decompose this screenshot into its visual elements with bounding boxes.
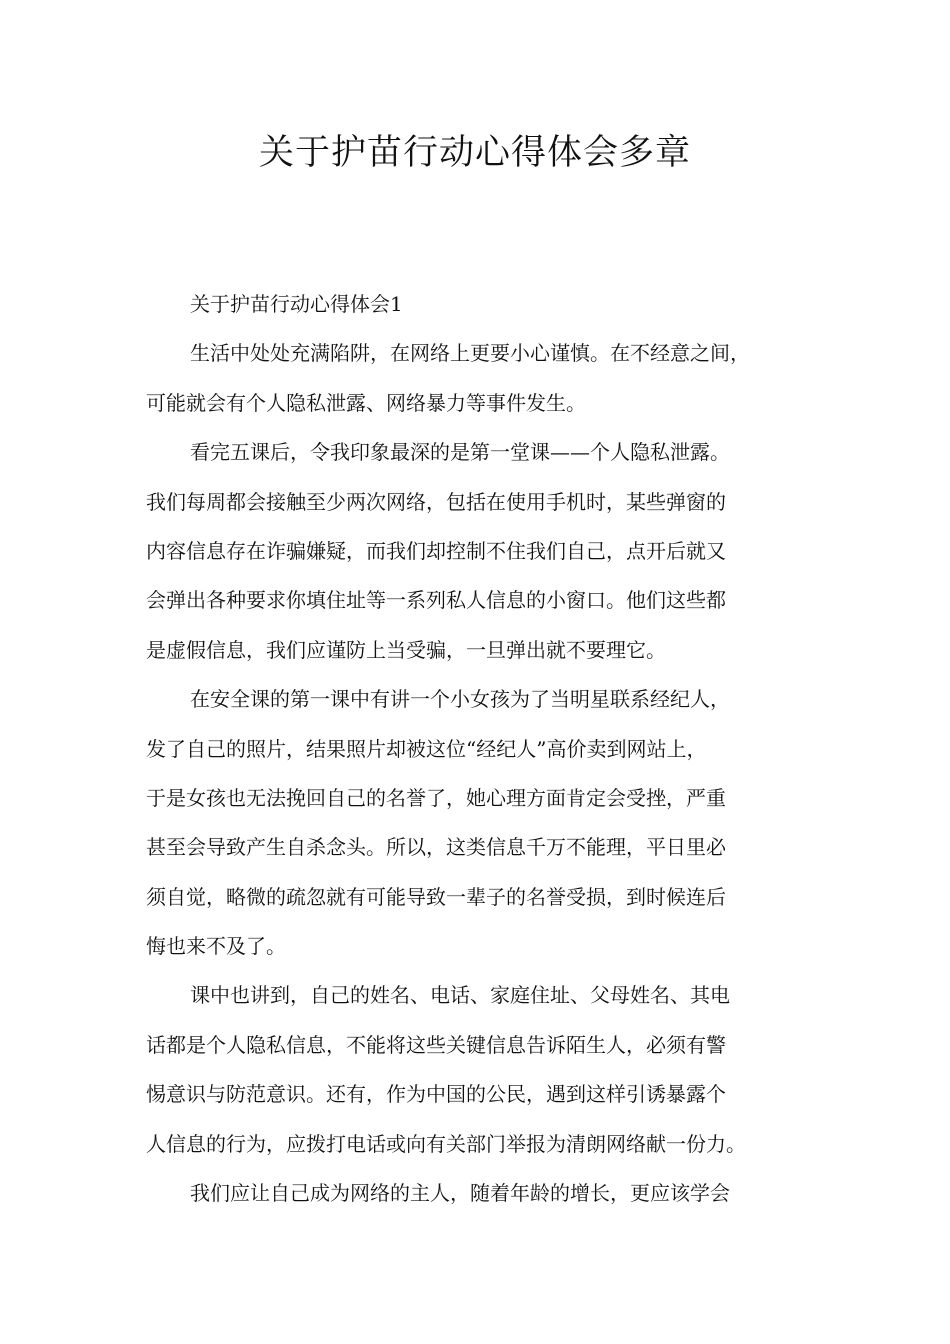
text-line: 是虚假信息，我们应谨防上当受骗，一旦弹出就不要理它。 xyxy=(146,637,666,662)
text-line: 甚至会导致产生自杀念头。所以，这类信息千万不能理，平日里必 xyxy=(146,835,726,860)
text-line: 悔也来不及了。 xyxy=(146,934,286,959)
text-line: 关于护苗行动心得体会1 xyxy=(190,292,403,316)
text-line: 会弹出各种要求你填住址等一系列私人信息的小窗口。他们这些都 xyxy=(146,588,726,613)
text-line: 话都是个人隐私信息，不能将这些关键信息告诉陌生人，必须有警 xyxy=(146,1032,726,1057)
document-title: 关于护苗行动心得体会多章 xyxy=(258,133,691,173)
text-line: 发了自己的照片，结果照片却被这位“经纪人”高价卖到网站上， xyxy=(146,736,707,761)
text-line: 我们每周都会接触至少两次网络，包括在使用手机时，某些弹窗的 xyxy=(146,489,726,514)
text-line: 在安全课的第一课中有讲一个小女孩为了当明星联系经纪人， xyxy=(190,687,730,712)
text-line: 于是女孩也无法挽回自己的名誉了，她心理方面肯定会受挫，严重 xyxy=(146,785,726,810)
text-line: 课中也讲到，自己的姓名、电话、家庭住址、父母姓名、其电 xyxy=(190,983,730,1008)
text-line: 可能就会有个人隐私泄露、网络暴力等事件发生。 xyxy=(146,390,586,415)
text-line: 我们应让自己成为网络的主人，随着年龄的增长，更应该学会 xyxy=(190,1181,730,1206)
text-line: 须自觉，略微的疏忽就有可能导致一辈子的名誉受损，到时候连后 xyxy=(146,884,726,909)
text-line: 人信息的行为，应拨打电话或向有关部门举报为清朗网络献一份力。 xyxy=(146,1131,746,1156)
text-line: 惕意识与防范意识。还有，作为中国的公民，遇到这样引诱暴露个 xyxy=(146,1082,726,1107)
document-body xyxy=(146,280,814,1218)
text-line: 内容信息存在诈骗嫌疑，而我们却控制不住我们自己，点开后就又 xyxy=(146,538,726,563)
text-line: 看完五课后，令我印象最深的是第一堂课——个人隐私泄露。 xyxy=(190,440,730,465)
text-line: 生活中处处充满陷阱，在网络上更要小心谨慎。在不经意之间， xyxy=(190,341,750,366)
